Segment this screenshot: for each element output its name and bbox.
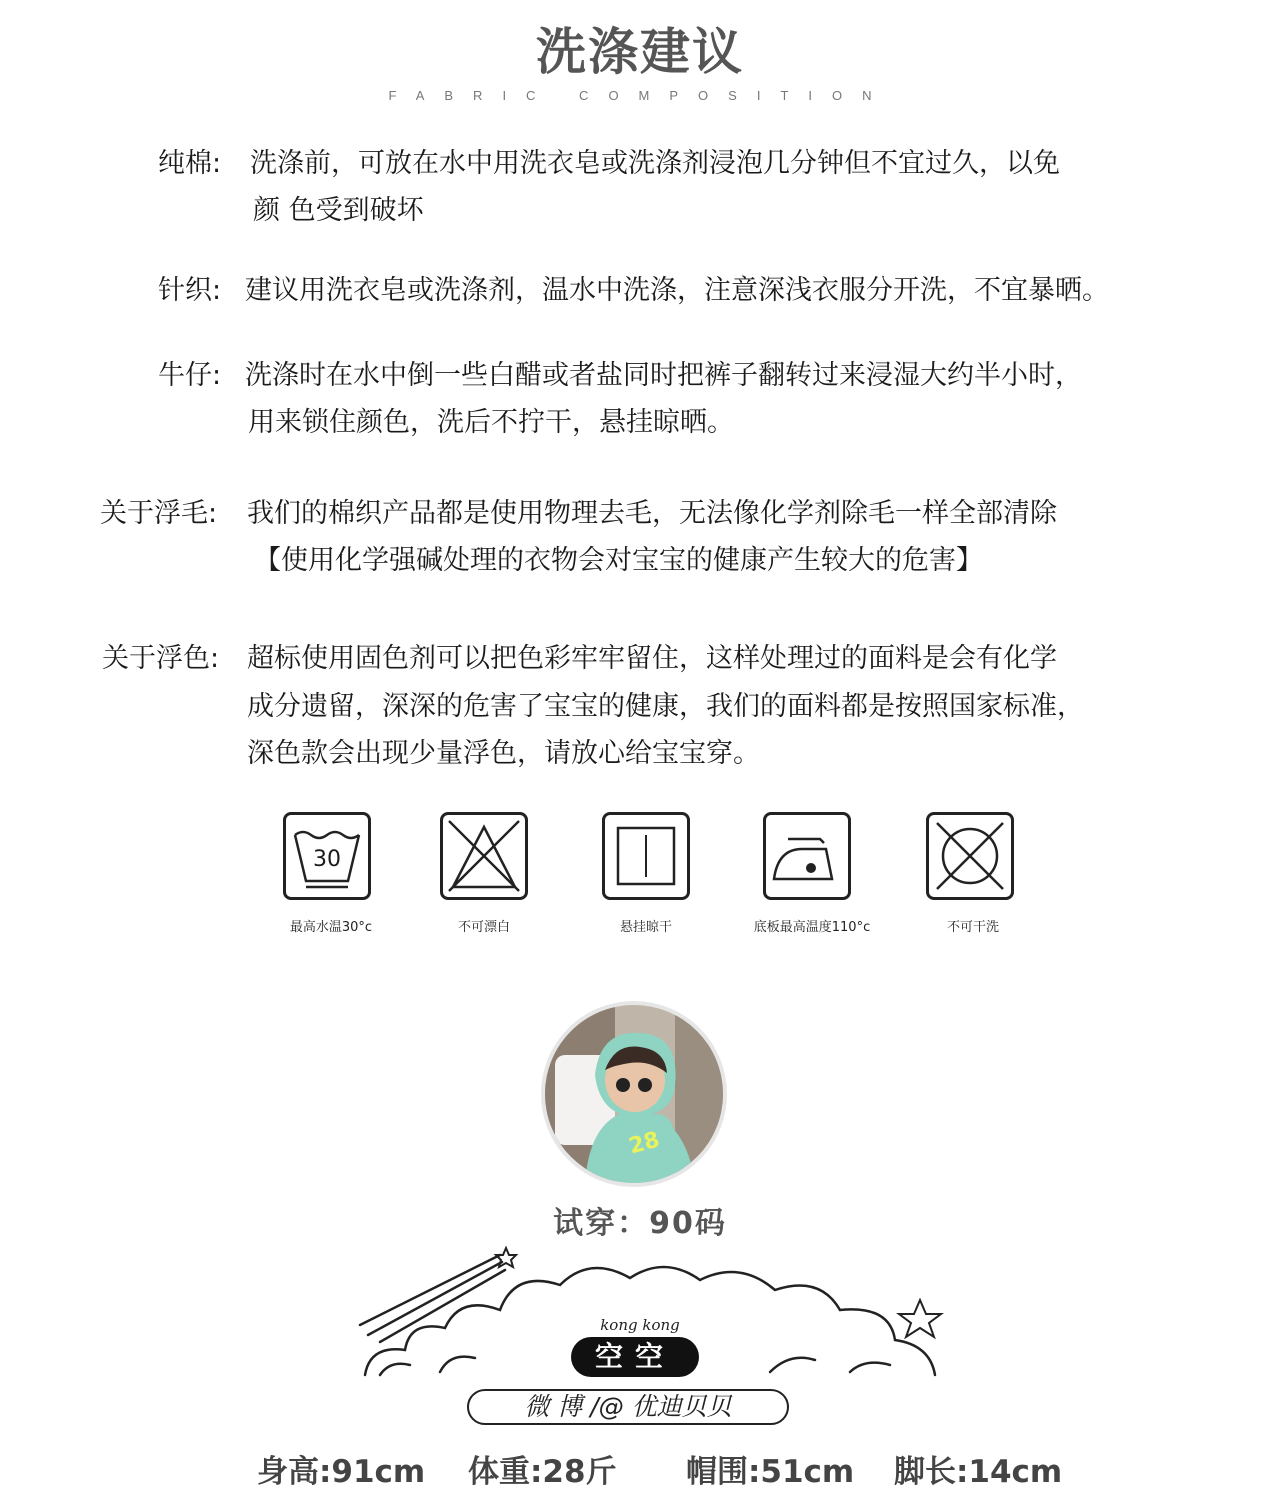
icon-caption: 悬挂晾干 xyxy=(619,920,672,935)
care-text: 洗涤前，可放在水中用洗衣皂或洗涤剂浸泡几分钟但不宜过久，以免 xyxy=(250,148,1060,179)
try-on-size: 试穿：90码 xyxy=(553,1206,727,1241)
stat-foot: 脚长:14cm xyxy=(894,1454,1063,1490)
care-text: 用来锁住颜色，洗后不拧干，悬挂晾晒。 xyxy=(248,407,734,438)
wash-30-icon xyxy=(283,812,371,900)
care-text: 建议用洗衣皂或洗涤剂，温水中洗涤，注意深浅衣服分开洗，不宜暴晒。 xyxy=(245,275,1109,306)
care-label: 关于浮色: xyxy=(102,643,220,674)
weibo-handle: 微 博 /@ 优迪贝贝 xyxy=(467,1389,789,1425)
stat-head: 帽围:51cm xyxy=(686,1454,855,1490)
care-label: 针织: xyxy=(158,275,222,306)
stat-height: 身高:91cm xyxy=(257,1454,426,1490)
page-title: 洗涤建议 xyxy=(536,23,744,81)
icon-caption: 不可干洗 xyxy=(946,920,999,935)
care-label: 关于浮毛: xyxy=(100,498,218,529)
icon-caption: 最高水温30°c xyxy=(289,920,373,935)
care-text: 颜 色受到破坏 xyxy=(253,195,424,226)
care-text: 洗涤时在水中倒一些白醋或者盐同时把裤子翻转过来浸湿大约半小时， xyxy=(245,360,1082,391)
iron-icon xyxy=(763,812,851,900)
icon-caption: 底板最高温度110°c xyxy=(753,920,871,935)
care-text: 超标使用固色剂可以把色彩牢牢留住，这样处理过的面料是会有化学 xyxy=(247,643,1057,674)
model-name-badge: 空空 xyxy=(571,1337,699,1377)
care-label: 牛仔: xyxy=(158,360,222,391)
shirt-number: 28 xyxy=(626,1127,663,1160)
care-text: 深色款会出现少量浮色，请放心给宝宝穿。 xyxy=(247,738,760,769)
no-dry-clean-icon xyxy=(926,812,1014,900)
wash-temp-number: 30 xyxy=(313,847,341,872)
icon-caption: 不可漂白 xyxy=(457,920,510,935)
care-text: 我们的棉织产品都是使用物理去毛，无法像化学剂除毛一样全部清除 xyxy=(247,498,1057,529)
care-text: 【使用化学强碱处理的衣物会对宝宝的健康产生较大的危害】 xyxy=(254,545,983,576)
care-text: 成分遗留，深深的危害了宝宝的健康，我们的面料都是按照国家标准， xyxy=(247,691,1084,722)
model-avatar xyxy=(541,1001,727,1187)
care-label: 纯棉: xyxy=(158,148,222,179)
stat-weight: 体重:28斤 xyxy=(468,1454,617,1490)
page-subtitle: FABRIC COMPOSITION xyxy=(388,88,892,103)
line-dry-icon xyxy=(602,812,690,900)
no-bleach-icon xyxy=(440,812,528,900)
model-name-pinyin: kong kong xyxy=(600,1316,680,1334)
